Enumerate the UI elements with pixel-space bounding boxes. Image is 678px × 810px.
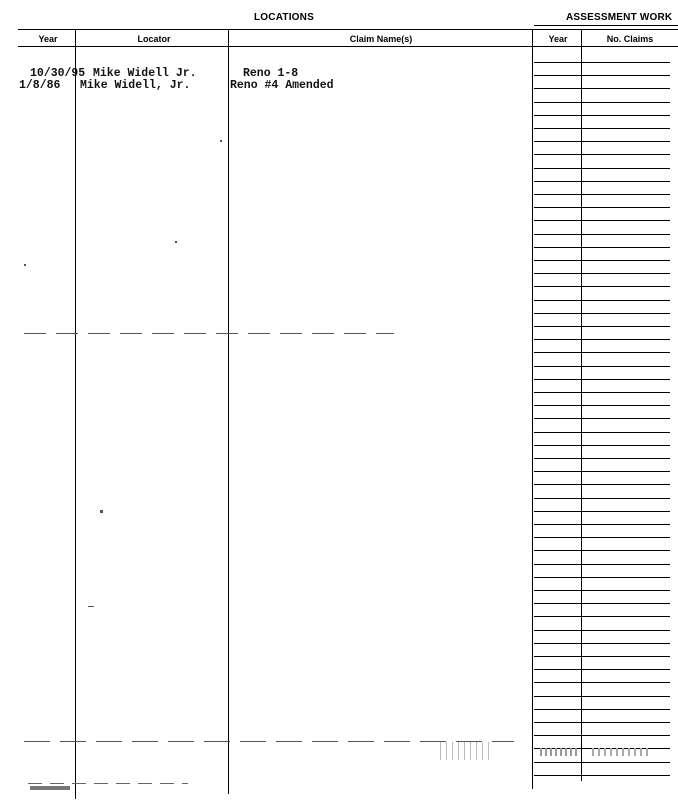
- claim-names-column-header: Claim Name(s): [349, 34, 413, 44]
- locator-claim-divider: [228, 29, 229, 794]
- scan-fold-line-upper: [24, 333, 394, 334]
- assessment-grid-row: [534, 247, 670, 248]
- assessment-grid-row: [534, 775, 670, 776]
- assessment-grid-row: [534, 326, 670, 327]
- assessment-grid-row: [534, 735, 670, 736]
- assessment-work-title: ASSESSMENT WORK: [566, 12, 673, 23]
- assessment-grid-row: [534, 418, 670, 419]
- assessment-grid-row: [534, 616, 670, 617]
- assessment-grid-row: [534, 102, 670, 103]
- assessment-grid-row: [534, 471, 670, 472]
- assessment-grid-row: [534, 537, 670, 538]
- assessment-grid-row: [534, 352, 670, 353]
- assessment-grid-row: [534, 220, 670, 221]
- scan-smudge: [540, 748, 580, 756]
- assessment-grid-row: [534, 313, 670, 314]
- scan-fold-line-bottom: [28, 783, 188, 784]
- assessment-grid-row: [534, 669, 670, 670]
- assessment-grid-row: [534, 168, 670, 169]
- assessment-grid-row: [534, 577, 670, 578]
- scan-smudge: [440, 742, 490, 760]
- assessment-grid-row: [534, 300, 670, 301]
- assessment-grid-row: [534, 379, 670, 380]
- assessment-grid-row: [534, 339, 670, 340]
- assessment-grid-row: [534, 273, 670, 274]
- assessment-grid-row: [534, 550, 670, 551]
- assessment-grid-row: [534, 590, 670, 591]
- scan-speck: [220, 140, 222, 142]
- locations-title: LOCATIONS: [254, 12, 314, 23]
- entry-1-year: 10/30/95: [30, 67, 86, 80]
- entry-1-claim: Reno 1-8: [243, 67, 299, 80]
- assessment-grid-row: [534, 722, 670, 723]
- no-claims-column-header: No. Claims: [606, 34, 654, 44]
- assessment-grid-row: [534, 696, 670, 697]
- year-locator-divider: [75, 29, 76, 799]
- assessment-grid-row: [534, 643, 670, 644]
- assessment-grid-row: [534, 75, 670, 76]
- assessment-grid-row: [534, 154, 670, 155]
- locator-column-header: Locator: [137, 34, 171, 44]
- scan-smudge: [592, 748, 652, 756]
- entry-2-locator: Mike Widell, Jr.: [80, 79, 191, 92]
- assessment-grid-row: [534, 656, 670, 657]
- assessment-grid-row: [534, 286, 670, 287]
- entry-2-claim: Reno #4 Amended: [230, 79, 334, 92]
- entry-2-year: 1/8/86: [19, 79, 61, 92]
- assessment-grid-row: [534, 128, 670, 129]
- assessment-grid-row: [534, 234, 670, 235]
- scan-smudge: [30, 786, 70, 790]
- assessment-grid-row: [534, 484, 670, 485]
- assessment-grid-row: [534, 141, 670, 142]
- assessment-grid-row: [534, 603, 670, 604]
- assessment-grid-row: [534, 709, 670, 710]
- assessment-grid-row: [534, 207, 670, 208]
- assessment-grid-row: [534, 682, 670, 683]
- assessment-grid-row: [534, 194, 670, 195]
- scan-speck: [24, 264, 26, 266]
- assessment-grid-row: [534, 432, 670, 433]
- assessment-grid-row: [534, 445, 670, 446]
- year-column-header: Year: [38, 34, 58, 44]
- assessment-grid-row: [534, 260, 670, 261]
- scan-speck: [88, 606, 94, 607]
- scan-speck: [175, 241, 177, 243]
- assessment-top-rule: [534, 25, 678, 26]
- assessment-grid-row: [534, 62, 670, 63]
- entry-1-locator: Mike Widell Jr.: [93, 67, 197, 80]
- header-top-rule: [18, 29, 678, 30]
- assessment-grid-row: [534, 524, 670, 525]
- assessment-grid-row: [534, 762, 670, 763]
- assessment-grid-row: [534, 405, 670, 406]
- scan-speck: [100, 510, 103, 513]
- assessment-grid-row: [534, 511, 670, 512]
- assessment-grid-row: [534, 181, 670, 182]
- assessment-grid-row: [534, 498, 670, 499]
- assessment-grid-row: [534, 630, 670, 631]
- assessment-year-column-header: Year: [548, 34, 568, 44]
- assessment-grid-row: [534, 458, 670, 459]
- assessment-grid: [534, 48, 674, 778]
- assessment-grid-row: [534, 564, 670, 565]
- assessment-grid-row: [534, 392, 670, 393]
- assessment-grid-row: [534, 88, 670, 89]
- assessment-grid-row: [534, 115, 670, 116]
- assessment-grid-row: [534, 366, 670, 367]
